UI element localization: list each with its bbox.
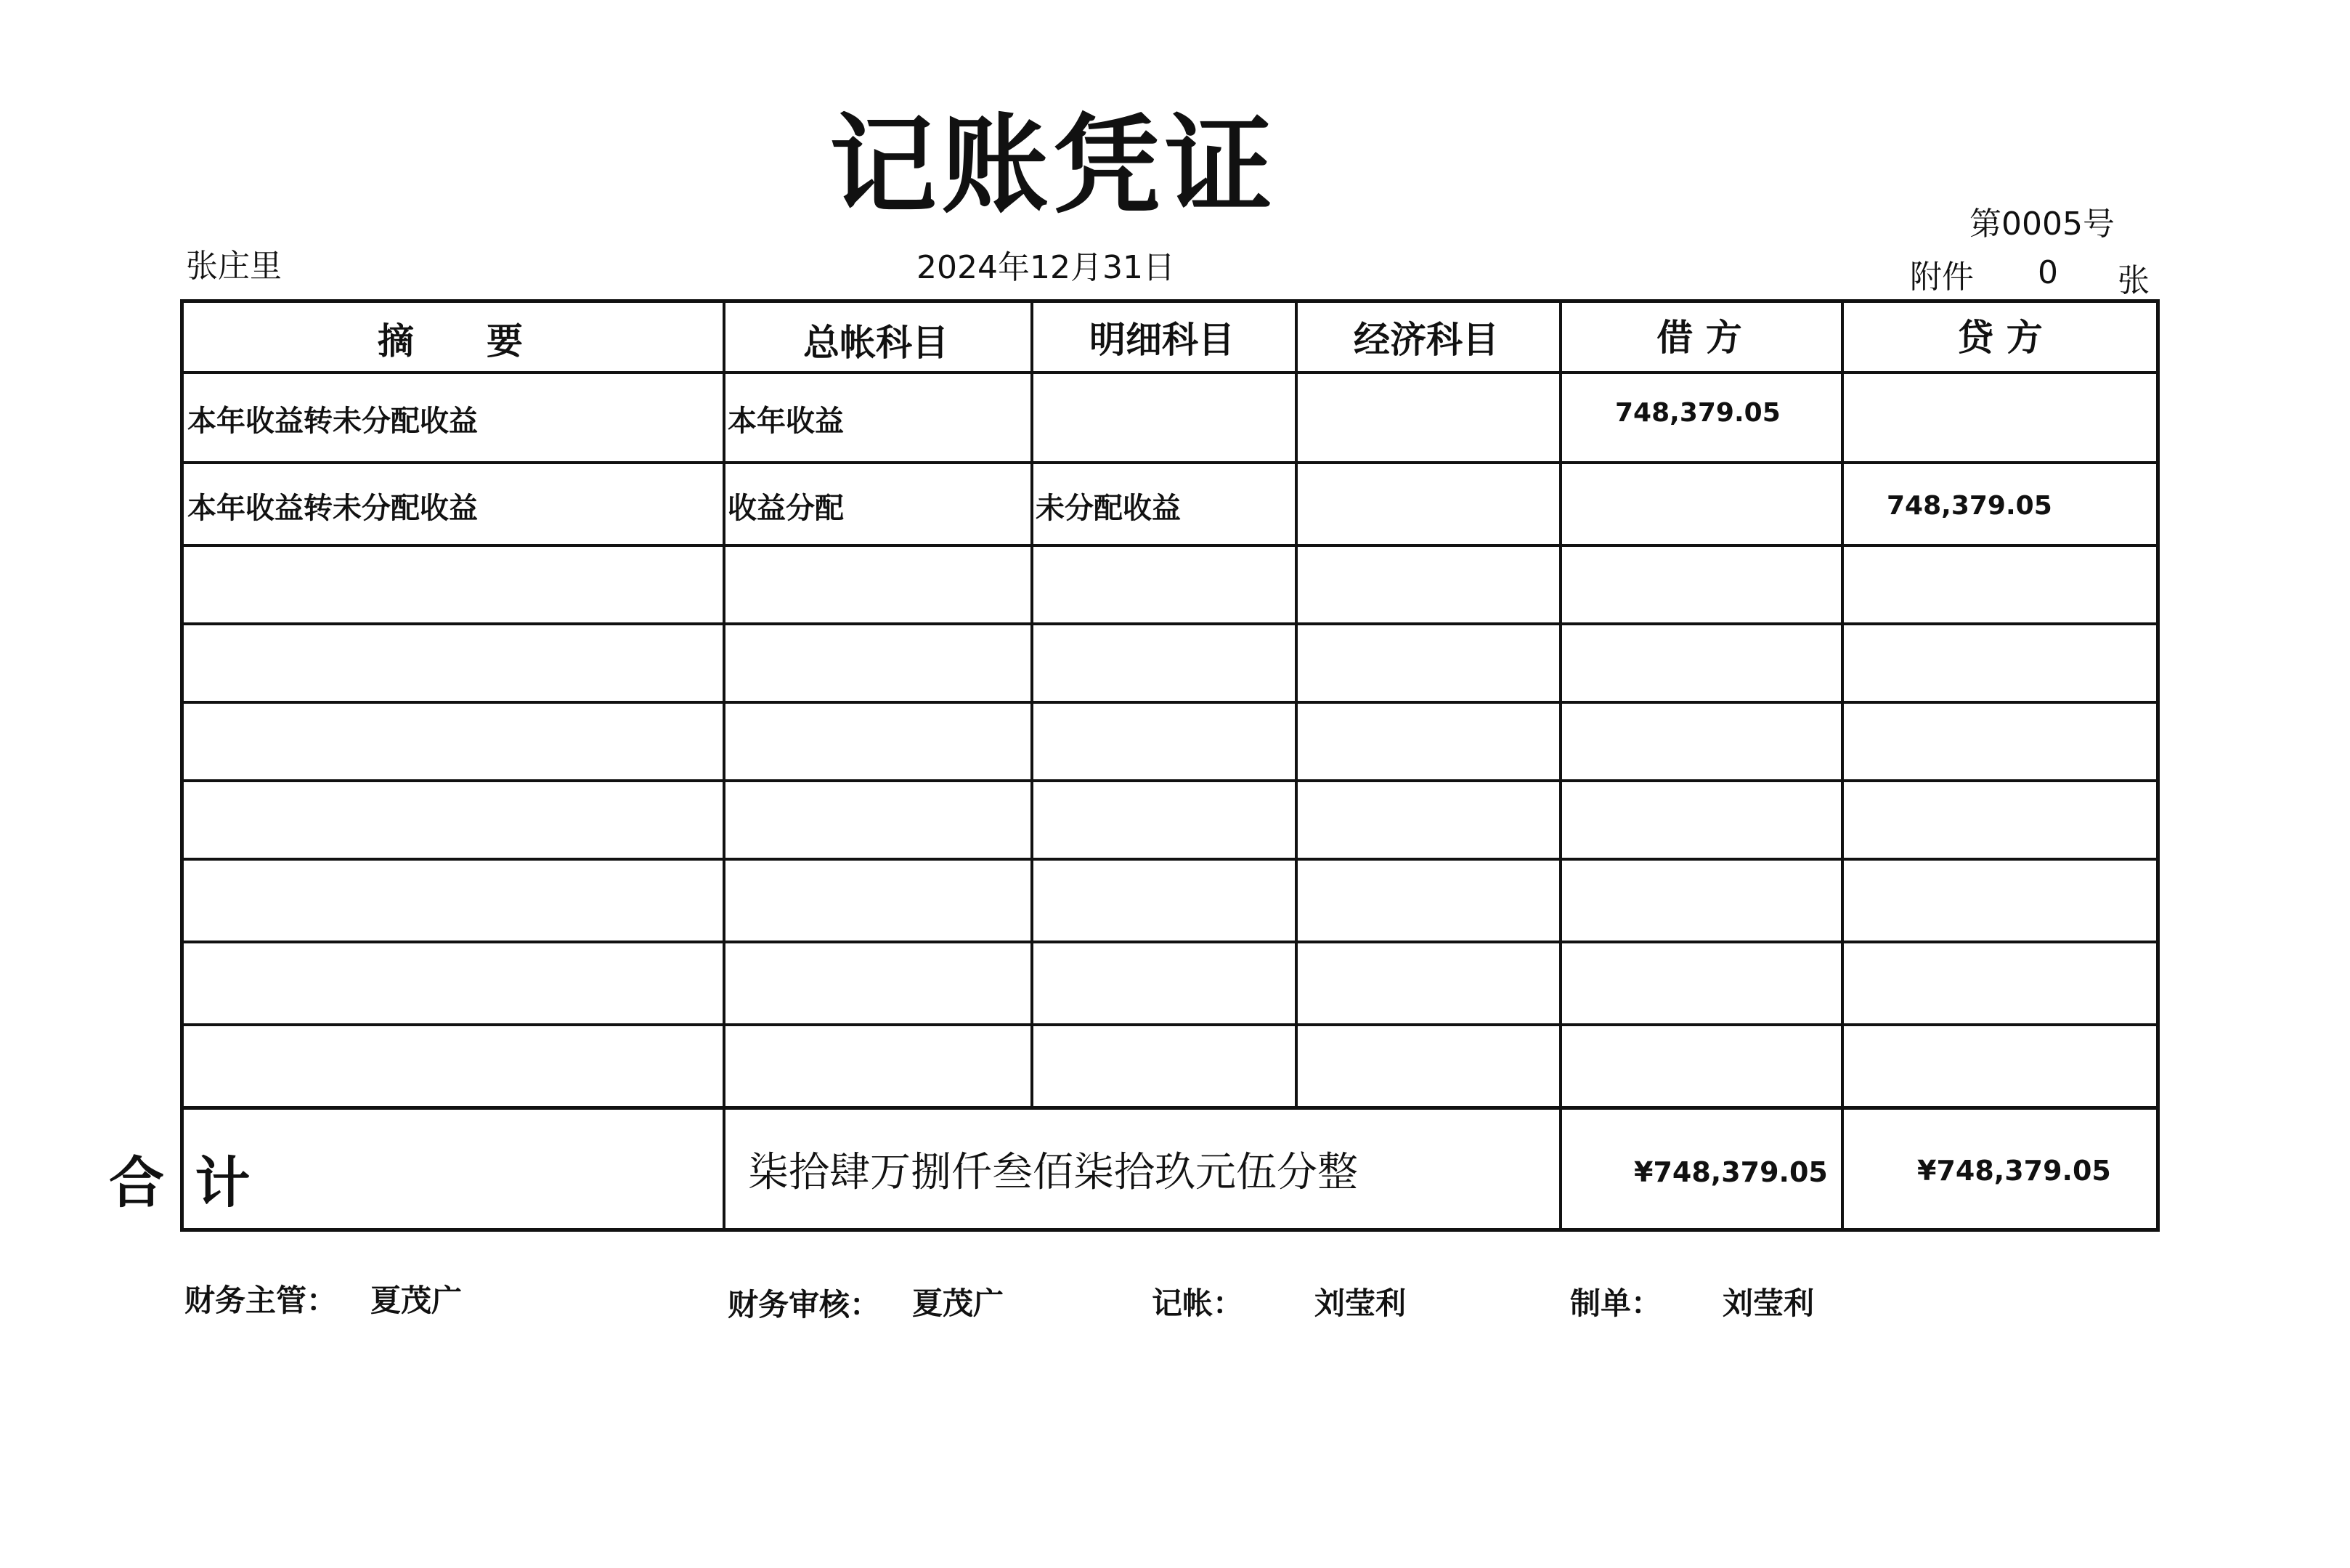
col-divider <box>1030 303 1033 1106</box>
preparer-label: 制单： <box>1570 1285 1662 1321</box>
col-divider <box>1295 303 1298 1106</box>
col-divider <box>723 303 725 1228</box>
row1-debit: 748,379.05 <box>1615 398 1781 428</box>
col-header-summary: 摘 要 <box>378 320 523 362</box>
total-debit: ¥748,379.05 <box>1634 1156 1828 1188</box>
bookkeeper-name: 刘莹利 <box>1314 1285 1407 1321</box>
attachment-label: 附件 <box>1910 259 1974 296</box>
bookkeeper-label: 记帐： <box>1152 1285 1244 1321</box>
total-amount-in-words: 柒拾肆万捌仟叁佰柒拾玖元伍分整 <box>748 1149 1358 1196</box>
row2-general-account: 收益分配 <box>728 492 844 525</box>
total-divider <box>184 1106 2156 1110</box>
supervisor-name: 夏茂广 <box>370 1283 463 1318</box>
row2-detail-account: 未分配收益 <box>1036 492 1181 525</box>
attachment-count: 0 <box>2038 254 2058 291</box>
auditor-label: 财务审核： <box>728 1287 881 1323</box>
row1-general-account: 本年收益 <box>728 405 844 438</box>
col-header-credit: 贷 方 <box>1957 317 2043 359</box>
col-header-debit: 借 方 <box>1656 317 1742 359</box>
row2-summary: 本年收益转未分配收益 <box>187 492 478 525</box>
row-divider <box>184 1023 2156 1026</box>
auditor-name: 夏茂广 <box>912 1285 1004 1321</box>
col-divider <box>1841 303 1844 1228</box>
col-header-economic-account: 经济科目 <box>1354 319 1499 361</box>
col-header-detail-account: 明细科目 <box>1089 319 1235 361</box>
unit-name: 张庄里 <box>186 248 282 285</box>
supervisor-label: 财务主管： <box>184 1283 338 1318</box>
total-credit: ¥748,379.05 <box>1917 1155 2111 1187</box>
row-divider <box>184 622 2156 625</box>
row-divider <box>184 461 2156 464</box>
voucher-title: 记账凭证 <box>829 102 1277 228</box>
attachment-unit: 张 <box>2118 262 2150 299</box>
voucher-number: 第0005号 <box>1969 206 2115 243</box>
preparer-name: 刘莹利 <box>1723 1285 1815 1321</box>
col-divider <box>1559 303 1562 1228</box>
total-label: 合 计 <box>109 1150 256 1215</box>
voucher-date: 2024年12月31日 <box>916 249 1175 286</box>
row2-credit: 748,379.05 <box>1887 491 2052 521</box>
row1-summary: 本年收益转未分配收益 <box>187 405 478 438</box>
col-header-general-account: 总帐科目 <box>803 322 948 364</box>
row-divider <box>184 544 2156 547</box>
row-divider <box>184 858 2156 861</box>
row-divider <box>184 779 2156 782</box>
row-divider <box>184 941 2156 943</box>
row-divider <box>184 701 2156 704</box>
row-divider <box>184 371 2156 374</box>
